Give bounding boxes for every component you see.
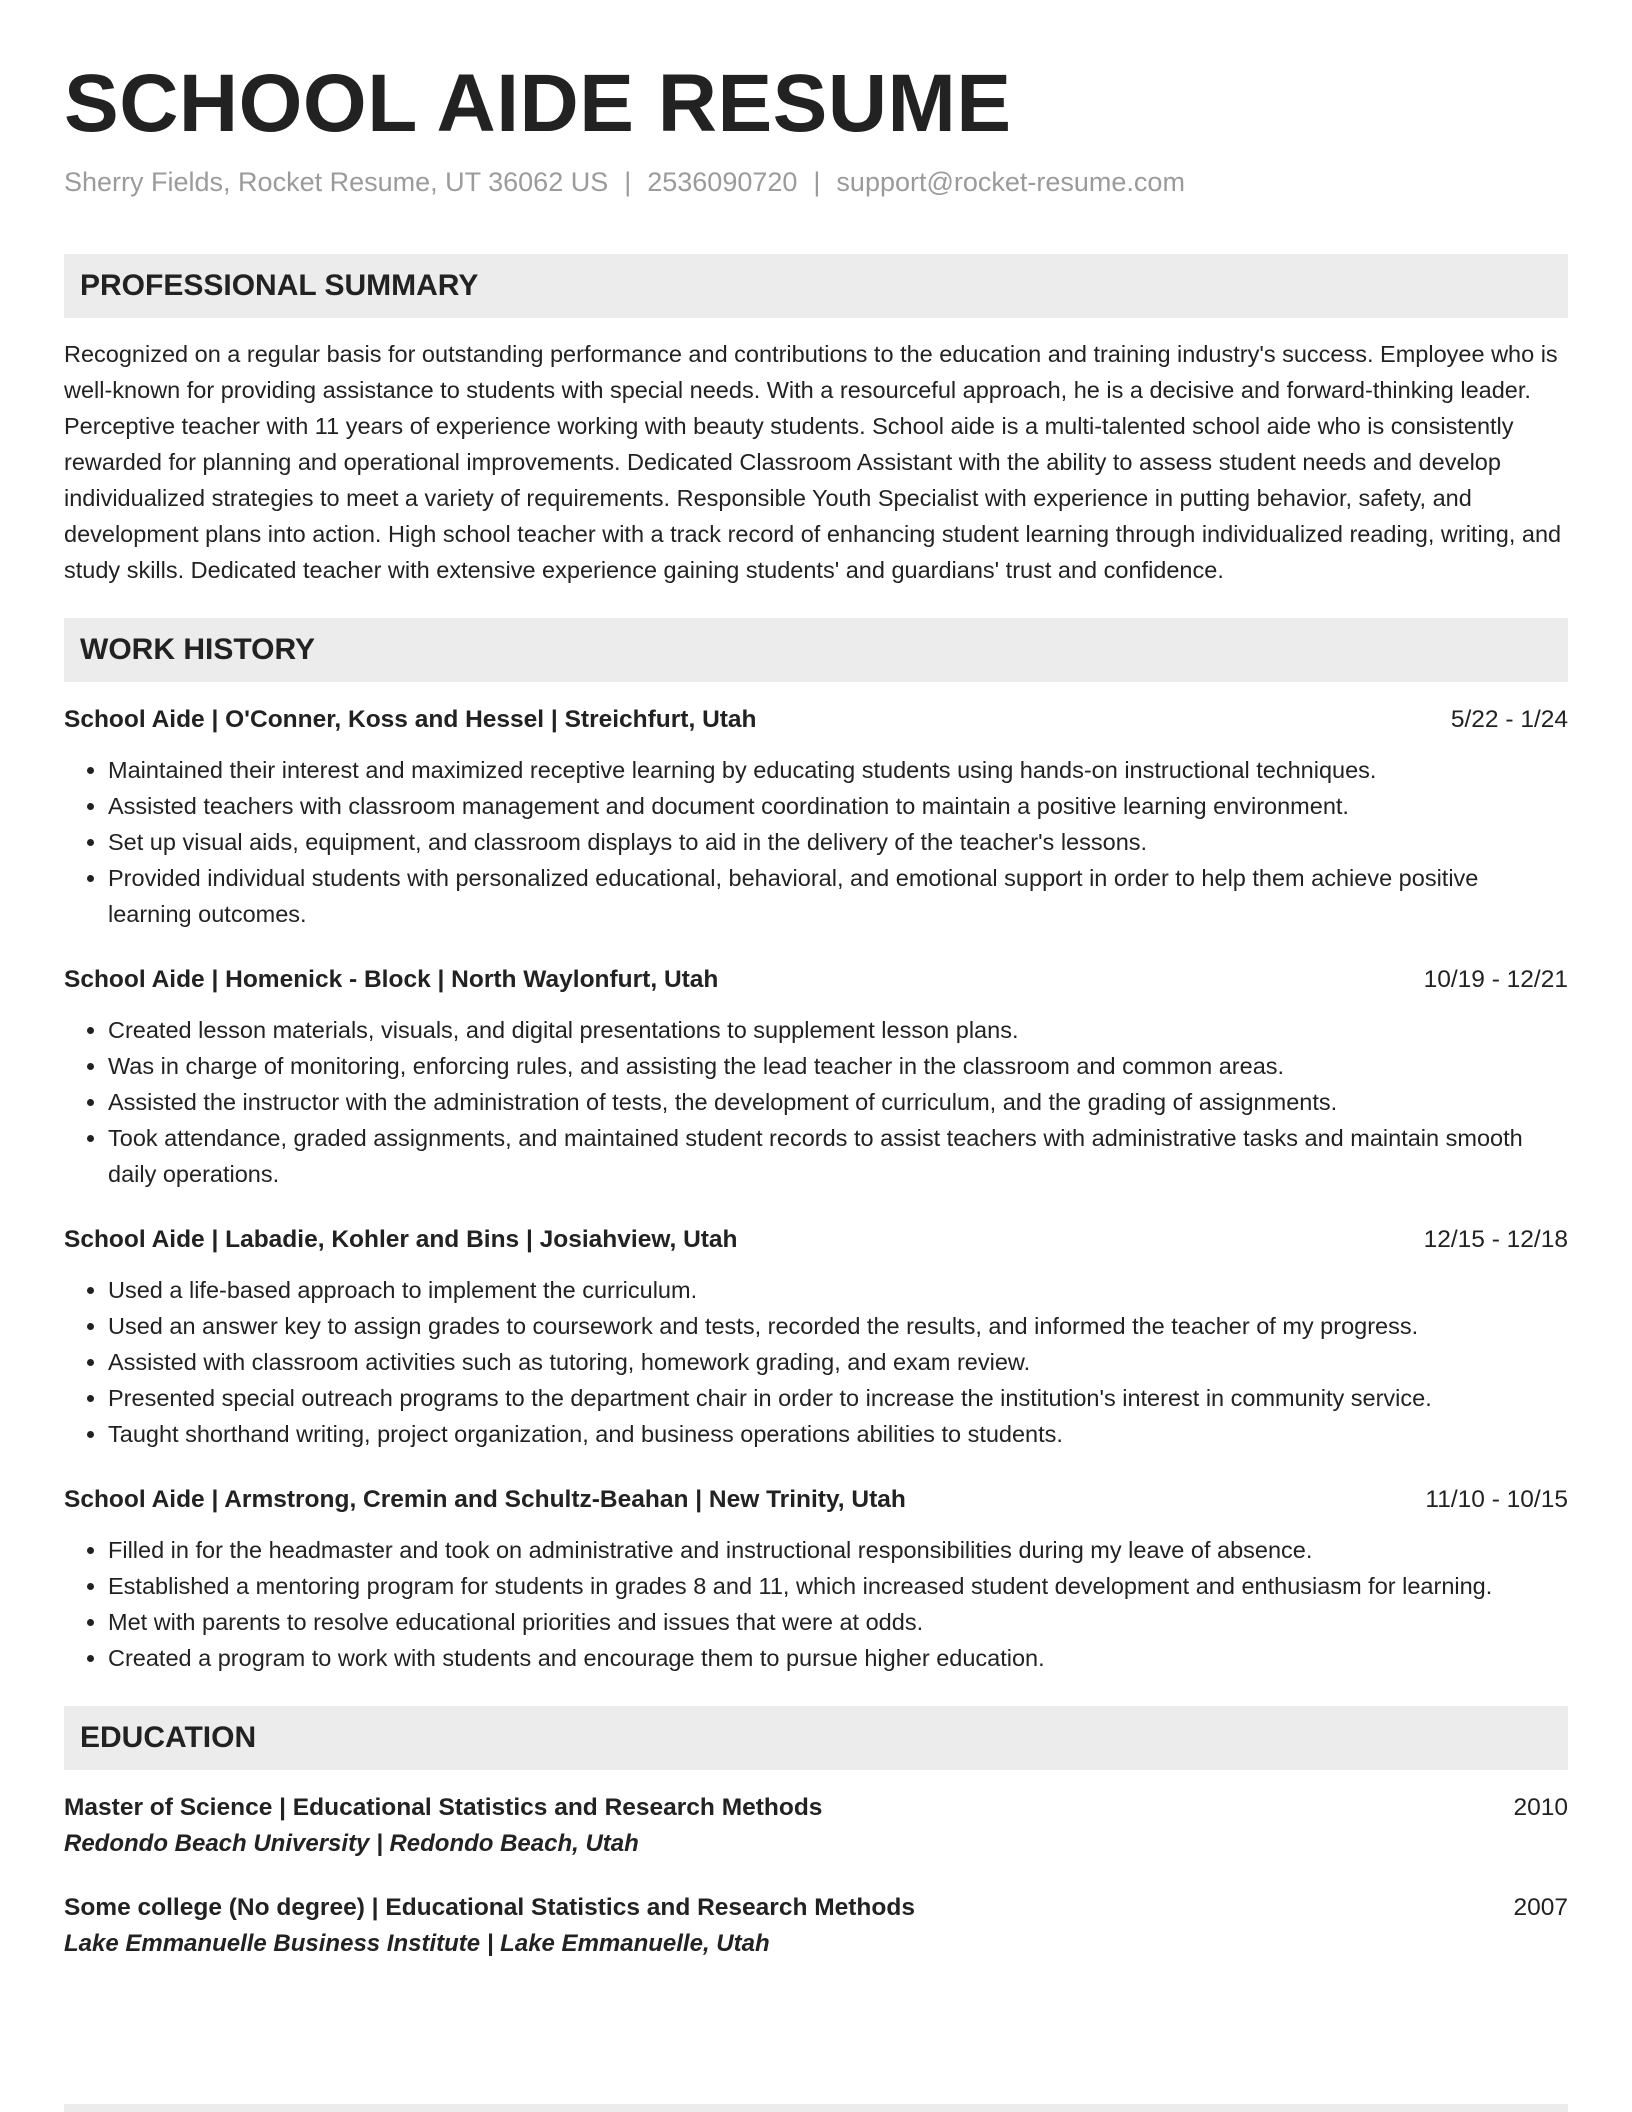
summary-text: Recognized on a regular basis for outstanding performance and contributions to the education and training industry's success. Employee who is well-known for providing assistance to students with special needs. With a resourceful approach, he is a decisive and forward-thinking leader. Perceptive teacher with 11 years of experience working with beauty students. School aide is a multi-talented school aide who is consistently rewarded for planning and operational improvements. Dedicated Classroom Assistant with the ability to assess student needs and develop individualized strategies to meet a variety of requirements. Responsible Youth Specialist with experience in putting behavior, safety, and development plans into action. High school teacher with a track record of enhancing student learning through individualized reading, writing, and study skills. Dedicated teacher with extensive experience gaining students' and guardians' trust and confidence. xyxy=(64,341,1562,583)
job-header xyxy=(64,1482,1568,1518)
job-bullet: • Was in charge of monitoring, enforcing rules, and assisting the lead teacher in the classroom and common areas. xyxy=(108,1048,1568,1084)
contact-separator: | xyxy=(813,167,821,197)
job-bullet: • Provided individual students with personalized educational, behavioral, and emotional support in order to help them achieve positive learning outcomes. xyxy=(108,860,1568,932)
job-title: School Aide | Homenick - Block | North Waylonfurt, Utah xyxy=(64,966,719,993)
job-bullet: • Used a life-based approach to implement the curriculum. xyxy=(108,1272,1568,1308)
education-school: Redondo Beach University | Redondo Beach, Utah xyxy=(64,1830,639,1857)
job-entry xyxy=(64,1222,1568,1452)
job-bullet: • Set up visual aids, equipment, and classroom displays to aid in the delivery of the teacher's lessons. xyxy=(108,824,1568,860)
contact-phone: 2536090720 xyxy=(647,167,798,197)
job-bullet: • Taught shorthand writing, project organization, and business operations abilities to students. xyxy=(108,1416,1568,1452)
job-header xyxy=(64,962,1568,998)
job-bullet: • Established a mentoring program for students in grades 8 and 11, which increased student development and enthusiasm for learning. xyxy=(108,1568,1568,1604)
job-bullet: • Assisted teachers with classroom management and document coordination to maintain a positive learning environment. xyxy=(108,788,1568,824)
education-year: 2010 xyxy=(1513,1794,1568,1821)
job-bullet: • Assisted the instructor with the administration of tests, the development of curriculum, and the grading of assignments. xyxy=(108,1084,1568,1120)
job-bullets xyxy=(64,752,1568,932)
contact-line xyxy=(64,162,1568,202)
education-degree: Some college (No degree) | Educational Statistics and Research Methods xyxy=(64,1894,915,1921)
contact-address: Sherry Fields, Rocket Resume, UT 36062 US xyxy=(64,167,609,197)
job-title: School Aide | Labadie, Kohler and Bins | Josiahview, Utah xyxy=(64,1226,738,1253)
job-entry xyxy=(64,1482,1568,1676)
job-title: School Aide | O'Conner, Koss and Hessel | Streichfurt, Utah xyxy=(64,706,757,733)
job-bullets xyxy=(64,1532,1568,1676)
job-bullets xyxy=(64,1012,1568,1192)
job-bullets xyxy=(64,1272,1568,1452)
job-bullet: • Met with parents to resolve educational priorities and issues that were at odds. xyxy=(108,1604,1568,1640)
education-year: 2007 xyxy=(1513,1894,1568,1921)
job-title: School Aide | Armstrong, Cremin and Schultz-Beahan | New Trinity, Utah xyxy=(64,1486,906,1513)
job-bullet: • Took attendance, graded assignments, and maintained student records to assist teachers with administrative tasks and maintain smooth daily operations. xyxy=(108,1120,1568,1192)
education-header xyxy=(64,1790,1568,1826)
resume-title: SCHOOL AIDE RESUME xyxy=(64,58,1012,149)
education-degree: Master of Science | Educational Statistics and Research Methods xyxy=(64,1794,823,1821)
job-dates: 12/15 - 12/18 xyxy=(1423,1226,1568,1253)
education-school: Lake Emmanuelle Business Institute | Lake Emmanuelle, Utah xyxy=(64,1930,770,1957)
section-header-summary: PROFESSIONAL SUMMARY xyxy=(64,254,1568,318)
job-header xyxy=(64,1222,1568,1258)
job-bullet: • Filled in for the headmaster and took on administrative and instructional responsibilities during my leave of absence. xyxy=(108,1532,1568,1568)
section-header-education: EDUCATION xyxy=(64,1706,1568,1770)
job-bullet: • Used an answer key to assign grades to coursework and tests, recorded the results, and informed the teacher of my progress. xyxy=(108,1308,1568,1344)
job-entry xyxy=(64,962,1568,1192)
job-bullet: • Maintained their interest and maximized receptive learning by educating students using hands-on instructional techniques. xyxy=(108,752,1568,788)
job-bullet: • Presented special outreach programs to the department chair in order to increase the institution's interest in community service. xyxy=(108,1380,1568,1416)
job-bullet: • Assisted with classroom activities such as tutoring, homework grading, and exam review. xyxy=(108,1344,1568,1380)
section-header-work-history: WORK HISTORY xyxy=(64,618,1568,682)
education-entry xyxy=(64,1890,1568,1962)
job-header xyxy=(64,702,1568,738)
job-entry xyxy=(64,702,1568,932)
job-dates: 5/22 - 1/24 xyxy=(1450,706,1568,733)
job-bullet: • Created a program to work with students and encourage them to pursue higher education. xyxy=(108,1640,1568,1676)
contact-email: support@rocket-resume.com xyxy=(836,167,1185,197)
bottom-divider xyxy=(64,2104,1568,2112)
job-bullet: • Created lesson materials, visuals, and digital presentations to supplement lesson plans. xyxy=(108,1012,1568,1048)
job-dates: 11/10 - 10/15 xyxy=(1425,1486,1568,1513)
contact-separator: | xyxy=(624,167,632,197)
job-dates: 10/19 - 12/21 xyxy=(1423,966,1568,993)
education-entry xyxy=(64,1790,1568,1862)
education-header xyxy=(64,1890,1568,1926)
